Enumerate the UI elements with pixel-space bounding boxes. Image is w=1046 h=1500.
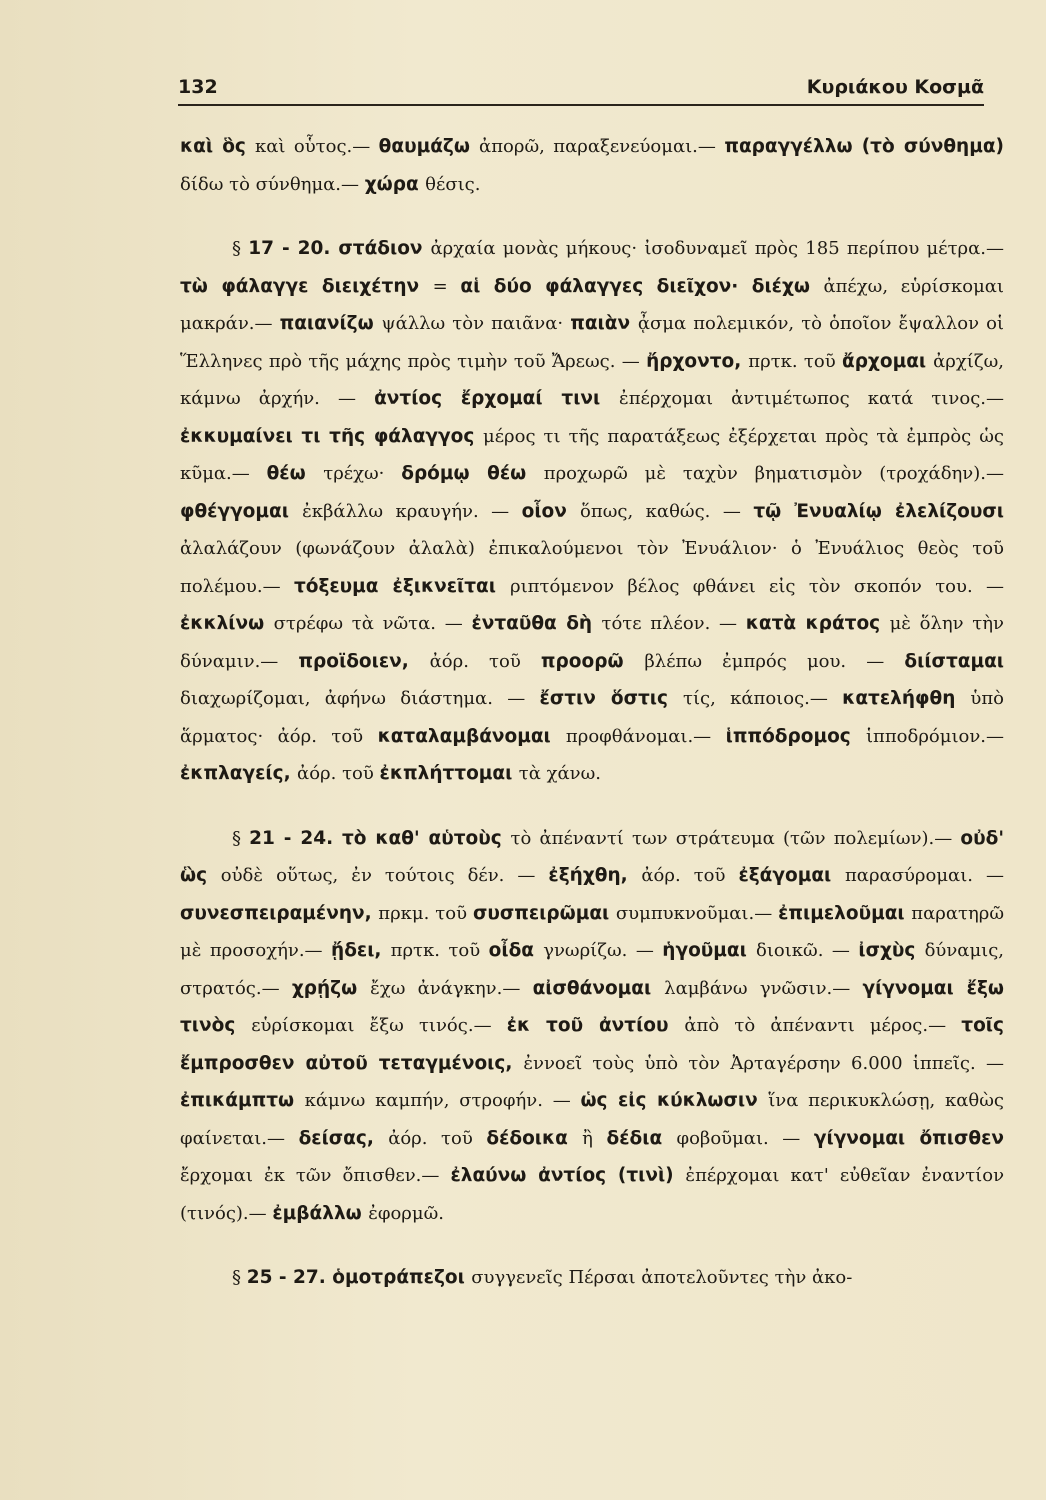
page-header (178, 70, 984, 106)
glossary-text: παρασύρομαι. — (844, 865, 1004, 886)
glossary-text: ἀρχαία μονὰς μήκους· ἰσοδυναμεῖ πρὸς 185 περίπου μέτρα.— (430, 238, 1004, 259)
glossary-headword: παιανίζω (279, 313, 382, 334)
glossary-headword: αἱ δύο φάλαγγες διεῖχον· διέχω (460, 275, 824, 297)
glossary-text: = (432, 275, 461, 297)
glossary-headword: οἷον (521, 500, 581, 522)
glossary-text: ἀπέχω, εὑρίσκομαι μακράν.— (180, 275, 1004, 334)
glossary-text: κάμνω καμπήν, στροφήν. — (304, 1090, 581, 1111)
glossary-headword: ἱππόδρομος (725, 725, 866, 747)
glossary-headword: χώρα (364, 173, 426, 195)
glossary-headword: γίγνομαι ὄπισθεν (813, 1127, 1005, 1149)
glossary-text: πρτκ. τοῦ (748, 350, 842, 372)
glossary-text: τρέχω· (323, 463, 402, 484)
glossary-headword: δέδοικα (486, 1127, 583, 1149)
glossary-headword: οἶδα (488, 940, 544, 961)
glossary-text: στρέφω τὰ νῶτα. — (273, 613, 472, 634)
glossary-headword: ἐκ τοῦ ἀντίου (506, 1015, 685, 1036)
glossary-headword: συσπειρῶμαι (472, 902, 616, 924)
glossary-text: ἀόρ. τοῦ (429, 650, 541, 672)
glossary-headword: δείσας, (298, 1127, 389, 1149)
glossary-headword: κατὰ κράτος (745, 613, 890, 634)
glossary-headword: κατελήφθη (842, 688, 971, 709)
glossary-headword: καὶ ὃς (180, 136, 255, 157)
glossary-text: ψάλλω τὸν παιᾶνα· (381, 313, 571, 334)
glossary-headword: ἰσχὺς (858, 940, 925, 961)
glossary-text: § (232, 238, 249, 259)
glossary-headword: ἐπιμελοῦμαι (778, 902, 912, 924)
glossary-headword: ἄρχομαι (841, 350, 934, 372)
glossary-headword: ἐξήχθη, (548, 865, 642, 886)
glossary-headword: ἐκπλήττομαι (379, 763, 519, 784)
glossary-text: συμπυκνοῦμαι.— (615, 902, 779, 924)
glossary-headword: 21 - 24. τὸ καθ' αὑτοὺς (249, 827, 511, 849)
paragraph-section-25-27 (180, 1259, 1004, 1297)
glossary-text: ἐπέρχομαι ἀντιμέτωπος κατά τινος.— (619, 388, 1004, 409)
glossary-headword: δρόμῳ θέω (401, 463, 544, 484)
glossary-text: ᾆσμα πολεμικόν, τὸ ὁποῖον ἔψαλλον οἱ Ἕλληνες πρὸ τῆς μάχης πρὸς τιμὴν τοῦ Ἄρεως. — (180, 313, 1004, 372)
glossary-headword: ἐπικάμπτω (180, 1090, 305, 1111)
glossary-text: τὸ ἀπέναντί των στράτευμα (τῶν πολεμίων).— (510, 827, 961, 849)
glossary-headword: ᾔδει, (331, 940, 391, 961)
glossary-headword: ἐξάγομαι (738, 865, 845, 886)
glossary-headword: ἐκπλαγείς, (180, 763, 298, 784)
glossary-text: τίς, κάποιος.— (682, 688, 843, 709)
glossary-headword: φθέγγομαι (180, 500, 303, 522)
glossary-headword: προϊδοιεν, (298, 650, 430, 672)
glossary-text: ἀπορῶ, παραξενεύομαι.— (479, 136, 725, 157)
glossary-headword: 17 - 20. στάδιον (248, 238, 431, 259)
glossary-text: διαχωρίζομαι, ἀφήνω διάστημα. — (180, 688, 540, 709)
glossary-text: θέσις. (425, 173, 481, 195)
running-head: Κυριάκου Κοσμᾶ (806, 76, 984, 98)
page-number: 132 (178, 76, 218, 98)
glossary-text: πρκμ. τοῦ (378, 902, 473, 924)
glossary-text: προφθάνομαι.— (565, 725, 726, 747)
glossary-text: ἵνα περικυκλώσῃ, καθὼς φαίνεται.— (180, 1090, 1004, 1149)
glossary-headword: τῷ Ἐνυαλίῳ ἐλελίζουσι (753, 500, 1004, 522)
glossary-text: ἐκβάλλω κραυγήν. — (302, 500, 522, 522)
glossary-headword: τοῖς ἔμπροσθεν αὐτοῦ τεταγμένοις, (180, 1015, 1004, 1074)
glossary-text: ἀόρ. τοῦ (641, 865, 739, 886)
glossary-headword: ἤρχοντο, (646, 350, 749, 372)
glossary-headword: ἡγοῦμαι (662, 940, 756, 961)
glossary-headword: ἐλαύνω ἀντίος (τινὶ) (450, 1165, 686, 1186)
body-text (180, 128, 1004, 1324)
glossary-headword: καταλαμβάνομαι (377, 725, 566, 747)
glossary-headword: χρῄζω (291, 977, 371, 999)
glossary-text: παρατηρῶ μὲ προσοχήν.— (180, 902, 1004, 961)
glossary-text: ἢ (582, 1127, 607, 1149)
glossary-text: § (232, 1267, 247, 1288)
glossary-text: ἔχω ἀνάγκην.— (370, 977, 533, 999)
glossary-headword: γίγνομαι ἔξω τινὸς (180, 977, 1004, 1036)
glossary-headword: προορῶ (540, 650, 645, 672)
glossary-text: λαμβάνω γνῶσιν.— (664, 977, 863, 999)
paragraph-section-17-20 (180, 230, 1004, 793)
glossary-text: ὅπως, καθώς. — (580, 500, 754, 522)
paragraph-glossary-intro (180, 128, 1004, 203)
glossary-text: ἀλαλάζουν (φωνάζουν ἀλαλὰ) ἐπικαλούμενοι τὸν Ἐνυάλιον· ὁ Ἐνυάλιος θεὸς τοῦ πολέμου.— (180, 538, 1004, 597)
glossary-text: οὐδὲ οὕτως, ἐν τούτοις δέν. — (220, 865, 549, 886)
glossary-text: ἐννοεῖ τοὺς ὑπὸ τὸν Ἀρταγέρσην 6.000 ἱππεῖς. — (523, 1052, 1004, 1074)
glossary-text: ἀόρ. τοῦ (388, 1127, 487, 1149)
glossary-text: δίδω τὸ σύνθημα.— (180, 173, 365, 195)
paragraph-section-21-24 (180, 820, 1004, 1233)
glossary-text: εὑρίσκομαι ἔξω τινός.— (251, 1015, 507, 1036)
glossary-headword: ἐκκλίνω (180, 613, 274, 634)
glossary-text: ἀπὸ τὸ ἀπέναντι μέρος.— (684, 1015, 962, 1036)
glossary-headword: ἐμβάλλω (272, 1202, 369, 1224)
glossary-text: τότε πλέον. — (601, 613, 746, 634)
glossary-headword: ὡς εἰς κύκλωσιν (580, 1090, 769, 1111)
glossary-text: φοβοῦμαι. — (676, 1127, 814, 1149)
glossary-text: πρτκ. τοῦ (390, 940, 489, 961)
glossary-text: ὑπὸ ἅρματος· ἀόρ. τοῦ (180, 688, 1004, 747)
glossary-text: μὲ ὅλην τὴν δύναμιν.— (180, 613, 1004, 672)
glossary-headword: δέδια (606, 1127, 677, 1149)
glossary-text: μέρος τι τῆς παρατάξεως ἐξέρχεται πρὸς τὰ ἐμπρὸς ὡς κῦμα.— (180, 425, 1004, 484)
glossary-headword: τὼ φάλαγγε διειχέτην (180, 275, 433, 297)
glossary-headword: τόξευμα ἐξικνεῖται (293, 575, 511, 597)
glossary-headword: οὐδ' ὣς (180, 827, 1004, 886)
glossary-text: ἔρχομαι ἐκ τῶν ὄπισθεν.— (180, 1165, 451, 1186)
glossary-headword: παραγγέλλω (τὸ σύνθημα) (724, 136, 1004, 157)
glossary-text: § (232, 827, 250, 849)
glossary-text: βλέπω ἐμπρός μου. — (644, 650, 905, 672)
glossary-headword: ἔστιν ὅστις (539, 688, 683, 709)
glossary-headword: 25 - 27. ὁμοτράπεζοι (246, 1267, 472, 1288)
glossary-text: ἐπέρχομαι κατ' εὐθεῖαν ἐναντίον (τινός).— (180, 1165, 1005, 1224)
glossary-headword: ἀντίος ἔρχομαί τινι (374, 388, 620, 409)
glossary-text: προχωρῶ μὲ ταχὺν βηματισμὸν (τροχάδην).— (543, 463, 1004, 484)
glossary-text: ἐφορμῶ. (368, 1202, 444, 1224)
glossary-headword: θαυμάζω (378, 136, 480, 157)
glossary-headword: συνεσπειραμένην, (180, 902, 379, 924)
glossary-text: ἱπποδρόμιον.— (865, 725, 1005, 747)
glossary-text: ἀρχίζω, κάμνω ἀρχήν. — (180, 350, 1004, 409)
glossary-headword: διίσταμαι (904, 650, 1004, 672)
glossary-text: γνωρίζω. — (543, 940, 663, 961)
glossary-text: ριπτόμενον βέλος φθάνει εἰς τὸν σκοπόν του. — (510, 575, 1005, 597)
glossary-headword: θέω (266, 463, 324, 484)
glossary-headword: ἐκκυμαίνει τι τῆς φάλαγγος (180, 425, 484, 447)
glossary-text: διοικῶ. — (756, 940, 859, 961)
glossary-text: ἀόρ. τοῦ (297, 763, 380, 784)
glossary-headword: ἐνταῦθα δὴ (471, 613, 602, 634)
glossary-headword: αἰσθάνομαι (532, 977, 665, 999)
glossary-text: δύναμις, στρατός.— (180, 940, 1005, 999)
glossary-headword: παιὰν (570, 313, 638, 334)
glossary-text: συγγενεῖς Πέρσαι ἀποτελοῦντες τὴν ἀκο- (471, 1267, 853, 1288)
glossary-text: καὶ οὗτος.— (255, 136, 379, 157)
glossary-text: τὰ χάνω. (518, 763, 602, 784)
